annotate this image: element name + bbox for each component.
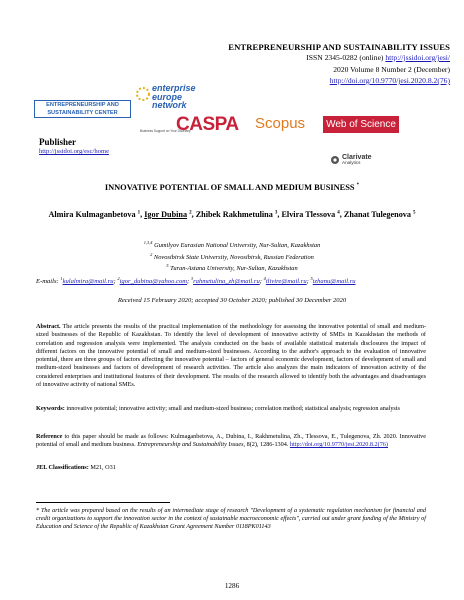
author-name: Almira Kulmaganbetova — [48, 210, 136, 219]
article-title-text: INNOVATIVE POTENTIAL OF SMALL AND MEDIUM BUSINESS — [104, 183, 355, 192]
eu-stars-icon — [134, 85, 152, 103]
caspa-logo-text: CASPA — [176, 114, 239, 135]
author-sup: 3 — [274, 210, 278, 216]
author-name: Zhanat Tulegenova — [343, 210, 411, 219]
eu-logo-line2: europe — [152, 91, 183, 102]
email-sup: 4 — [263, 276, 266, 281]
scopus-logo: Scopus — [255, 115, 306, 132]
author: Zhibek Rakhmetulina $^3$, — [195, 210, 280, 219]
author-name: Elvira Tlessova — [281, 210, 336, 219]
journal-doi-link[interactable]: http://doi.org/10.9770/jesi.2020.8.2(76) — [329, 76, 450, 85]
journal-header — [150, 42, 450, 87]
received-dates: Received 15 February 2020; accepted 30 October 2020; published 30 December 2020 — [117, 297, 347, 304]
page-number: 1286 — [224, 582, 240, 590]
affiliation-text: Gumilyov Eurasian National University, Nur-Sultan, Kazakhstan — [152, 242, 321, 250]
author-sup: 2 — [189, 210, 192, 216]
reference-journal: Entrepreneurship and Sustainability Issues — [137, 441, 244, 449]
email-sup: 1 — [60, 276, 63, 281]
clarivate-logo — [342, 154, 372, 165]
affiliation-text: Turan-Astana University, Nur-Sultan, Kazakhstan — [168, 265, 298, 273]
esc-logo-line2: SUSTAINABILITY CENTER — [47, 109, 118, 116]
affiliation-sup: 5 — [166, 263, 169, 269]
email-link[interactable]: tzhanu@mail.ru — [312, 278, 356, 286]
email-link[interactable]: kulalmira@mail.ru — [62, 278, 114, 286]
title-footnote-mark: * — [356, 183, 360, 189]
email-link[interactable]: tlivire@mail.ru — [265, 278, 307, 286]
author-name: Zhibek Rakhmetulina — [195, 210, 273, 219]
author — [344, 210, 416, 219]
author: Igor Dubina $^2$, — [144, 210, 194, 219]
journal-issn: ISSN 2345-0282 (online) http://jssidoi.org/jesi/ — [306, 53, 450, 62]
clarivate-name: Clarivate — [342, 154, 372, 161]
eu-logo-tagline: Business Support on Your Doorstep — [140, 129, 191, 133]
affiliation-line — [0, 262, 464, 274]
journal-name: ENTREPRENEURSHIP AND SUSTAINABILITY ISSUES — [228, 42, 450, 52]
author-sup: 5 — [413, 210, 416, 216]
affiliation-line — [0, 251, 464, 263]
email-sup: 3 — [190, 276, 194, 281]
email-link[interactable]: igor_dubina@yahoo.com — [119, 278, 188, 286]
publisher-label: Publisher — [39, 137, 77, 147]
journal-issue: 2020 Volume 8 Number 2 (December) — [333, 64, 450, 74]
jel-label: JEL Classifications: — [36, 464, 89, 471]
affiliation-line — [0, 239, 464, 251]
journal-home-link[interactable]: http://jssidoi.org/jesi/ — [385, 53, 450, 62]
clarivate-sub: Analytics — [342, 160, 361, 165]
jel-classifications — [36, 464, 426, 472]
clarivate-icon — [330, 155, 340, 165]
email-sup: 2 — [117, 276, 120, 281]
publisher-link[interactable]: http://jssidoi.org/esc/home — [39, 148, 110, 155]
author-name: Igor Dubina — [144, 210, 188, 219]
emails-label: E-mails: — [36, 278, 59, 286]
abstract-label: Abstract. — [36, 323, 61, 330]
keywords — [36, 405, 426, 413]
keywords-text: innovative potential; innovative activity; small and medium-sized business; correlation method; statistical analysis; regression analysis — [66, 405, 400, 412]
affiliation-sup: 2 — [150, 251, 153, 257]
email-link[interactable]: rahmetulina_zh@mail.ru — [193, 278, 260, 286]
author: Almira Kulmaganbetova $^1$, — [48, 210, 143, 219]
esc-logo-line1: ENTREPRENEURSHIP AND — [46, 102, 119, 108]
affiliation-sup: 1,3,4 — [143, 240, 153, 245]
affiliations — [0, 239, 464, 274]
eu-logo-line3: network — [152, 100, 187, 111]
footnote: * The article was prepared based on the results of an intermediate stage of research "Development of a systematic regulation mechanism for financial and credit organizations to support the innovation sector in the context of sustainable macroeconomic effects", carried out under grant funding of the Ministry of Education and Science of the Republic of Kazakhstan Grant Agreement Number 0118РК01143 — [36, 507, 426, 531]
abstract-text: The article presents the results of the practical implementation of the methodology for assessing the innovative potential of small and medium-sized businesses of the Republic of Kazakhstan. To identify the level of development of innovative activity of SMEs in Kazakhstan the methods of correlation and regression analysis were implemented. The analysis conducted on the basis of available statistical materials disclosures the impact of different factors on the innovative potential of small and medium-sized businesses. According to the author's approach to the evaluation of innovative potential, there are three groups of factors affecting the innovative potential – factors of general economic development, factors of development of small and medium-sized businesses and factors of development of research activities. The article also analyzes the main indicators of innovation activity of the considered enterprises and institutional features of their development. The results of the research allowed to identify both the advantages and disadvantages of innovative activity of national SMEs. — [36, 323, 427, 389]
footnote-divider — [36, 502, 170, 503]
author-sup: 1 — [137, 210, 141, 216]
web-of-science-logo: Web of Science — [323, 116, 399, 133]
jel-text: M21, O31 — [90, 464, 116, 471]
reference-text: to this paper should be made as follows: Kulmaganbetova, A., Dubina, I., Rakhmetulina, Zh., Tlessova, E., Tulegenova, Zh. 2020. Innovative potential of small and medium business. — [36, 433, 427, 449]
citation-reference — [36, 433, 426, 450]
article-title — [0, 183, 464, 192]
keywords-label: Keywords: — [36, 405, 65, 412]
affiliation-text: Novosibirsk State University, Novosibirsk, Russian Federation — [152, 253, 314, 261]
reference-label: Reference — [36, 433, 63, 440]
reference-doi-link[interactable]: http://doi.org/10.9770/jesi.2020.8.2(76) — [289, 441, 388, 449]
caspa-logo — [176, 114, 239, 136]
publisher-link-line — [39, 148, 109, 155]
author-sup: 4 — [337, 210, 340, 216]
eu-logo-line1: enterprise — [152, 83, 196, 93]
author-list — [0, 210, 464, 219]
esc-logo — [34, 100, 131, 118]
reference-tail: , 8(2), 1286-1304. — [243, 441, 289, 449]
author: Elvira Tlessova $^4$, — [281, 210, 342, 219]
abstract — [36, 323, 426, 389]
email-sup: 5 — [310, 276, 313, 281]
author-emails: E-mails: $^1$kulalmira@mail.ru; $^2$igor_dubina@yahoo.com; $^3$rahmetulina_zh@mail.ru; $^4$tlivire@mail.ru; $^5$tzhanu@mail.ru — [36, 276, 356, 286]
